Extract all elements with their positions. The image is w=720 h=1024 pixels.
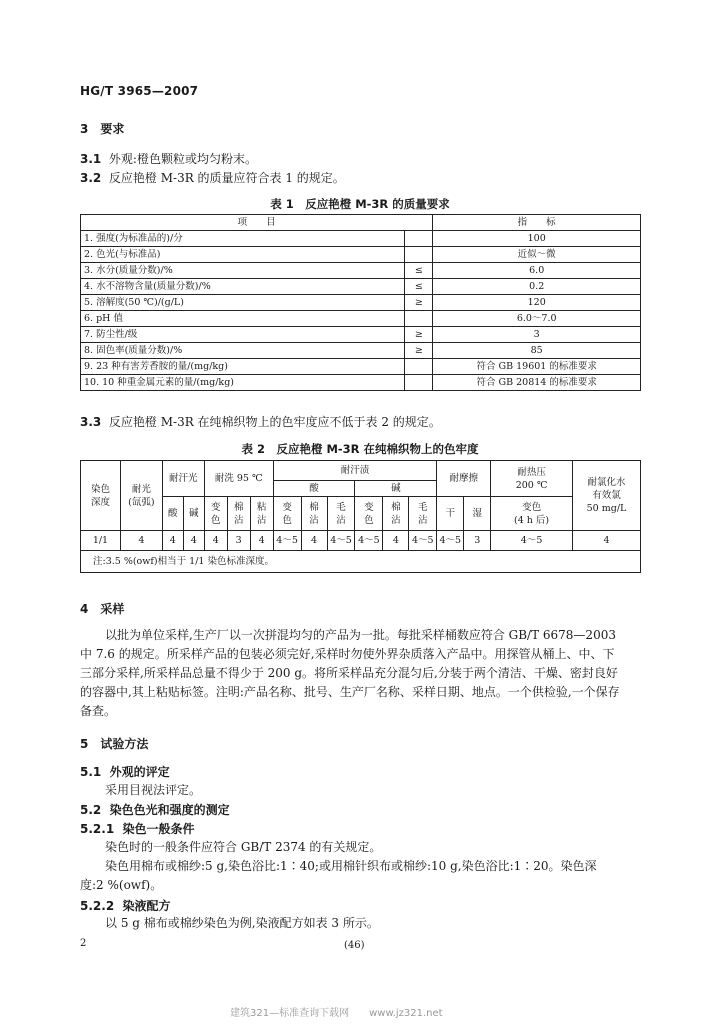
table-1-symbol: ≥ <box>405 327 433 343</box>
table-1-item: 6. pH 值 <box>81 311 405 327</box>
clause-5-2-1-title: 染色一般条件 <box>122 822 195 836</box>
section-5-title: 5 试验方法 <box>80 737 149 751</box>
table-1-value: 近似～微 <box>433 247 641 263</box>
table-1-item: 10. 10 种重金属元素的量/(mg/kg) <box>81 375 405 391</box>
table-2-caption: 表 2 反应艳橙 M-3R 在纯棉织物上的色牢度 <box>241 442 479 456</box>
clause-3-2-text: 反应艳橙 M-3R 的质量应符合表 1 的规定。 <box>108 171 345 185</box>
t2-head-sweat-acid: 酸 <box>273 481 355 497</box>
table-1-row <box>81 295 641 311</box>
table-2-cell: 4～5 <box>355 531 383 551</box>
page-number: 2 <box>80 938 87 949</box>
t2-head-sweat-light: 耐汗光 <box>162 461 204 497</box>
table-2-cell: 3 <box>227 531 250 551</box>
table-2-fastness <box>80 460 641 573</box>
clause-5-1-text: 采用目视法评定。 <box>105 783 202 797</box>
table-1-value: 符合 GB 20814 的标准要求 <box>433 375 641 391</box>
table-1-value: 120 <box>433 295 641 311</box>
clause-5-2-num: 5.2 <box>80 803 102 817</box>
c521-line-3: 度:2 %(owf)。 <box>80 878 163 892</box>
table-2-cell: 4～5 <box>491 531 573 551</box>
clause-5-2-2-text: 以 5 g 棉布或棉纱染色为例,染液配方如表 3 所示。 <box>105 916 379 930</box>
table-1-value: 3 <box>433 327 641 343</box>
table-1-symbol: ≥ <box>405 343 433 359</box>
table-1-value: 6.0 <box>433 263 641 279</box>
section-3-title: 3 要求 <box>80 122 125 136</box>
table-2-cell: 4～5 <box>409 531 437 551</box>
t2-head-rub-dry: 干 <box>437 497 464 531</box>
table-2-cell: 3 <box>464 531 491 551</box>
table-1-row <box>81 231 641 247</box>
table-1-row <box>81 311 641 327</box>
table-2-cell: 4 <box>120 531 162 551</box>
table-1-symbol <box>405 375 433 391</box>
table-1-row <box>81 375 641 391</box>
table-1-row <box>81 263 641 279</box>
clause-5-2-1 <box>80 820 195 837</box>
table-1-item: 9. 23 种有害芳香胺的量/(mg/kg) <box>81 359 405 375</box>
table-1-item: 1. 强度(为标准品的)/分 <box>81 231 405 247</box>
clause-5-2-title: 染色色光和强度的测定 <box>109 803 230 817</box>
table-2-cell: 4 <box>183 531 204 551</box>
clause-5-1 <box>80 763 170 780</box>
table-1-item: 2. 色光(与标准品) <box>81 247 405 263</box>
clause-5-1-title: 外观的评定 <box>109 765 170 779</box>
t2-head-sa-change: 变 色 <box>273 497 301 531</box>
table-1-row <box>81 247 641 263</box>
t2-head-sa-wool: 毛 沾 <box>327 497 355 531</box>
table-1-quality <box>80 214 641 391</box>
sec4-line-2: 中 7.6 的规定。所采样产品的包装必须完好,采样时勿使外界杂质落入产品中。用探管从桶上、中、下 <box>80 647 615 661</box>
t2-head-depth: 染色 深度 <box>81 461 121 531</box>
table-1-row <box>81 327 641 343</box>
t2-head-chlorine: 耐氯化水 有效氯 50 mg/L <box>572 461 640 531</box>
table-1-symbol: ≤ <box>405 263 433 279</box>
c521-line-1: 染色时的一般条件应符合 GB/T 2374 的有关规定。 <box>105 840 382 854</box>
t2-head-sa-cotton: 棉 沾 <box>301 497 327 531</box>
clause-3-3-num: 3.3 <box>80 415 102 429</box>
table-2-cell: 4 <box>572 531 640 551</box>
table-2-cell: 4～5 <box>273 531 301 551</box>
table-2-cell: 4～5 <box>437 531 464 551</box>
t2-head-wash: 耐洗 95 ℃ <box>204 461 273 497</box>
t2-head-wash-viscose: 粘 沾 <box>250 497 273 531</box>
watermark-text: 建筑321—标准查询下载网 www.jz321.net <box>230 1008 443 1019</box>
t2-head-heat: 耐热压 200 ℃ <box>491 461 573 497</box>
table-2-cell: 4 <box>204 531 227 551</box>
table-1-symbol <box>405 247 433 263</box>
table-1-value: 85 <box>433 343 641 359</box>
clause-3-1-text: 外观:橙色颗粒或均匀粉末。 <box>108 152 257 166</box>
t2-head-acid: 酸 <box>162 497 183 531</box>
clause-5-2-1-body <box>80 838 650 895</box>
t2-head-sweat-alkali: 碱 <box>355 481 437 497</box>
clause-5-2 <box>80 801 230 818</box>
clause-3-1 <box>80 150 257 169</box>
clause-3-1-num: 3.1 <box>80 152 102 166</box>
t2-head-alkali: 碱 <box>183 497 204 531</box>
table-1-value: 符合 GB 19601 的标准要求 <box>433 359 641 375</box>
table-2-cell: 4 <box>301 531 327 551</box>
t2-head-sk-wool: 毛 沾 <box>409 497 437 531</box>
clause-3-3-text: 反应艳橙 M-3R 在纯棉织物上的色牢度应不低于表 2 的规定。 <box>108 415 441 429</box>
t2-head-rub: 耐摩擦 <box>437 461 491 497</box>
page-code: (46) <box>344 940 365 951</box>
table-2-cell: 4～5 <box>327 531 355 551</box>
t2-head-rub-wet: 湿 <box>464 497 491 531</box>
table-1-item: 5. 溶解度(50 ℃)/(g/L) <box>81 295 405 311</box>
clause-5-2-2-title: 染液配方 <box>122 899 171 913</box>
sec4-line-5: 备查。 <box>80 704 117 718</box>
sec4-line-4: 的容器中,其上粘贴标签。注明:产品名称、批号、生产厂名称、采样日期、地点。一个供检验,一个保存 <box>80 685 620 699</box>
table-1-item: 3. 水分(质量分数)/% <box>81 263 405 279</box>
table-1-item: 8. 固色率(质量分数)/% <box>81 343 405 359</box>
table-1-row <box>81 279 641 295</box>
table-1-item: 7. 防尘性/级 <box>81 327 405 343</box>
section-4-title: 4 采样 <box>80 602 125 616</box>
table-2-cell: 4 <box>162 531 183 551</box>
table-1-value: 0.2 <box>433 279 641 295</box>
t2-head-sweat: 耐汗渍 <box>273 461 437 481</box>
table-1-item: 4. 水不溶物含量(质量分数)/% <box>81 279 405 295</box>
table-1-row <box>81 343 641 359</box>
table-2-cell: 1/1 <box>81 531 121 551</box>
table-1-symbol <box>405 311 433 327</box>
table-1-value: 100 <box>433 231 641 247</box>
clause-3-3 <box>80 413 441 432</box>
clause-5-1-num: 5.1 <box>80 765 102 779</box>
table-2-note: 注:3.5 %(owf)相当于 1/1 染色标准深度。 <box>81 551 641 573</box>
clause-5-2-1-num: 5.2.1 <box>80 822 115 836</box>
t2-head-sk-change: 变 色 <box>355 497 383 531</box>
table-1-symbol: ≤ <box>405 279 433 295</box>
table-2-cell: 4 <box>250 531 273 551</box>
clause-3-2 <box>80 169 345 188</box>
t2-head-heat-change: 变色 (4 h 后) <box>491 497 573 531</box>
table-1-head-item: 项 目 <box>81 215 433 231</box>
section-4-body <box>80 626 650 721</box>
clause-5-2-2-num: 5.2.2 <box>80 899 115 913</box>
table-1-header <box>81 215 641 231</box>
sec4-line-1: 以批为单位采样,生产厂以一次拼混均匀的产品为一批。每批采样桶数应符合 GB/T 6678—2003 <box>105 628 616 642</box>
t2-head-wash-cotton: 棉 沾 <box>227 497 250 531</box>
t2-head-sk-cotton: 棉 沾 <box>383 497 409 531</box>
table-1-row <box>81 359 641 375</box>
table-1-caption: 表 1 反应艳橙 M-3R 的质量要求 <box>270 197 450 211</box>
table-1-symbol <box>405 359 433 375</box>
table-1-value: 6.0～7.0 <box>433 311 641 327</box>
sec4-line-3: 三部分采样,所采样品总量不得少于 200 g。将所采样品充分混匀后,分装于两个清洁、干燥、密封良好 <box>80 666 618 680</box>
c521-line-2: 染色用棉布或棉纱:5 g,染色浴比:1∶40;或用棉针织布或棉纱:10 g,染色浴比:1∶20。染色深 <box>105 859 597 873</box>
table-2-data-row <box>81 531 641 551</box>
table-1-symbol: ≥ <box>405 295 433 311</box>
standard-code: HG/T 3965—2007 <box>80 84 199 98</box>
clause-5-2-2 <box>80 897 171 914</box>
table-1-head-spec: 指 标 <box>433 215 641 231</box>
t2-head-wash-change: 变 色 <box>204 497 227 531</box>
clause-3-2-num: 3.2 <box>80 171 102 185</box>
table-2-cell: 4 <box>383 531 409 551</box>
t2-head-light: 耐光 (氙弧) <box>120 461 162 531</box>
table-1-symbol <box>405 231 433 247</box>
